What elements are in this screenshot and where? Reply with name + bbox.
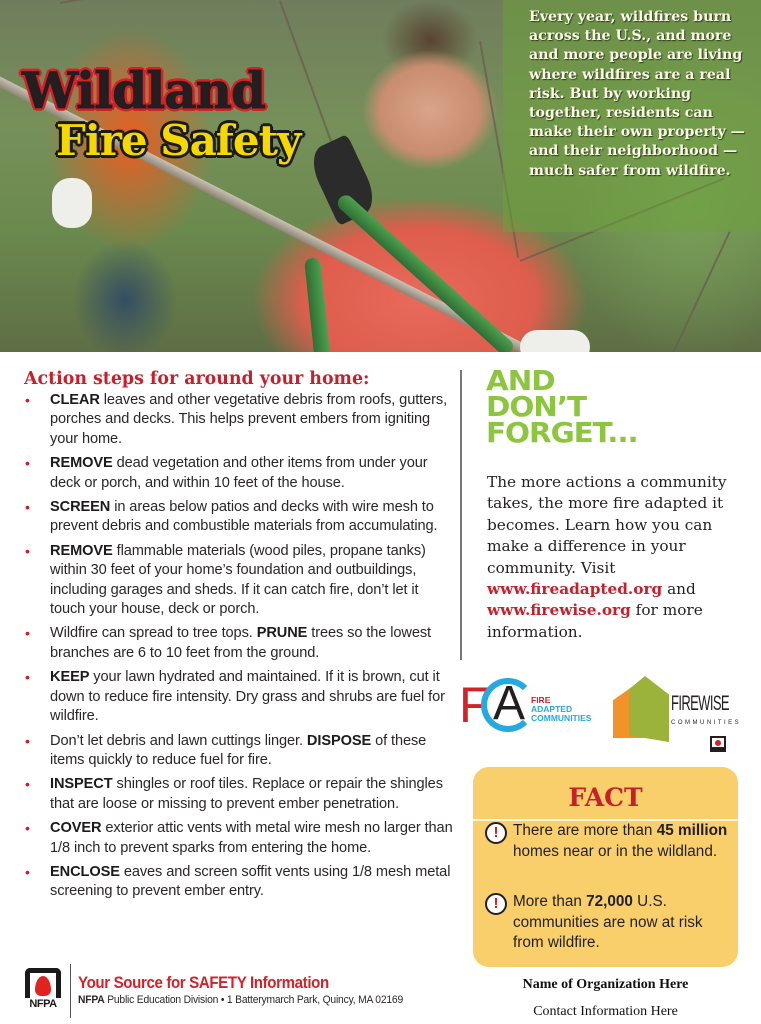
fact-item: More than 72,000 U.S. communities are now at risk from wildfire.	[513, 893, 703, 951]
hero-photo	[0, 0, 761, 352]
pruner-handle	[304, 257, 331, 352]
nfpa-logo-text: NFPA	[29, 998, 57, 1010]
action-item: • Wildfire can spread to tree tops. PRUNE trees so the lowest branches are 6 to 10 feet from the ground.	[25, 625, 432, 661]
action-steps-heading: Action steps for around your home:	[24, 369, 370, 389]
fact-title: FACT	[568, 783, 643, 812]
glove	[52, 178, 92, 228]
action-item: • KEEP your lawn hydrated and maintained. If it is brown, cut it down to reduce fire intensity. Dry grass and shrubs are fuel for wildfire.	[25, 669, 445, 725]
bullet-icon: •	[25, 776, 30, 793]
community-text: The more actions a community takes, the more fire adapted it becomes. Learn how you can make a difference in your community. Visit www.fireadapted.org and www.firewise.org for more information.	[487, 473, 727, 641]
action-item: • COVER exterior attic vents with metal wire mesh no larger than 1/8 inch to prevent sparks from entering the home.	[25, 820, 453, 856]
bullet-icon: •	[25, 732, 30, 749]
fact-box	[473, 767, 738, 967]
twig	[60, 0, 169, 4]
action-list	[24, 391, 454, 902]
title-fire-safety: Fire Safety	[56, 116, 301, 165]
fire-adapted-communities-logo: F A FIRE ADAPTED COMMUNITIES	[459, 677, 592, 733]
bullet-icon: •	[25, 542, 30, 559]
column-divider	[460, 370, 462, 660]
fireadapted-link[interactable]: www.fireadapted.org	[487, 580, 663, 599]
flame-icon	[35, 976, 51, 996]
nfpa-logo	[22, 968, 64, 1012]
action-item: • ENCLOSE eaves and screen soffit vents using 1/8 mesh metal screening to prevent ember entry.	[25, 863, 451, 900]
house-leaf-icon	[629, 676, 669, 742]
footer-tagline: Your Source for SAFETY Information	[78, 974, 329, 992]
fact-item: There are more than 45 million homes near or in the wildland.	[513, 822, 728, 860]
action-item: • REMOVE dead vegetation and other items from under your deck or porch, and within 10 feet of the house.	[25, 455, 428, 491]
action-item: • INSPECT shingles or roof tiles. Replace or repair the shingles that are loose or missing to prevent ember penetration.	[25, 776, 443, 812]
glove	[520, 330, 590, 352]
exclamation-icon: !	[485, 822, 507, 844]
action-steps-section	[24, 368, 454, 907]
bullet-icon: •	[25, 392, 30, 408]
bullet-icon: •	[25, 820, 30, 837]
twig	[670, 231, 731, 352]
action-item: • Don’t let debris and lawn cuttings linger. DISPOSE of these items quickly to reduce fuel for fire.	[25, 732, 427, 768]
intro-box	[503, 0, 761, 232]
bullet-icon: •	[25, 455, 30, 472]
firewise-link[interactable]: www.firewise.org	[487, 601, 631, 620]
nfpa-mini-icon	[710, 736, 726, 752]
bullet-icon: •	[25, 499, 30, 516]
exclamation-icon: !	[485, 893, 507, 915]
intro-text: Every year, wildfires burn across the U.S., and more and more people are living where wildfires are a real risk. But by working together, residents can make their own property — and their neighborhood — much safer from wildfire.	[529, 9, 745, 179]
bullet-icon: •	[25, 669, 30, 686]
organization-name: Name of Organization Here	[522, 977, 689, 992]
title-wildland: Wildland	[22, 61, 265, 120]
action-item: • CLEAR leaves and other vegetative debris from roofs, gutters, porches and decks. This helps prevent embers from igniting your home.	[25, 392, 448, 447]
organization-contact: Contact Information Here	[533, 1004, 678, 1019]
dont-forget-heading: AND DON’T FORGET...	[486, 364, 638, 449]
footer-address: NFPA Public Education Division • 1 Batterymarch Park, Quincy, MA 02169	[78, 994, 404, 1006]
bullet-icon: •	[25, 863, 30, 880]
action-item: • SCREEN in areas below patios and decks with wire mesh to prevent debris and combustible materials from accumulating.	[25, 499, 438, 535]
footer-divider	[70, 964, 71, 1018]
bullet-icon: •	[25, 625, 30, 642]
action-item: • REMOVE flammable materials (wood piles, propane tanks) within 30 feet of your home’s foundation and outbuildings, including garages and sheds. If it can catch fire, don’t let it touch your house, deck or porch.	[25, 542, 426, 618]
firewise-communities-logo: FIREWISE COMMUNITIES	[607, 670, 737, 756]
